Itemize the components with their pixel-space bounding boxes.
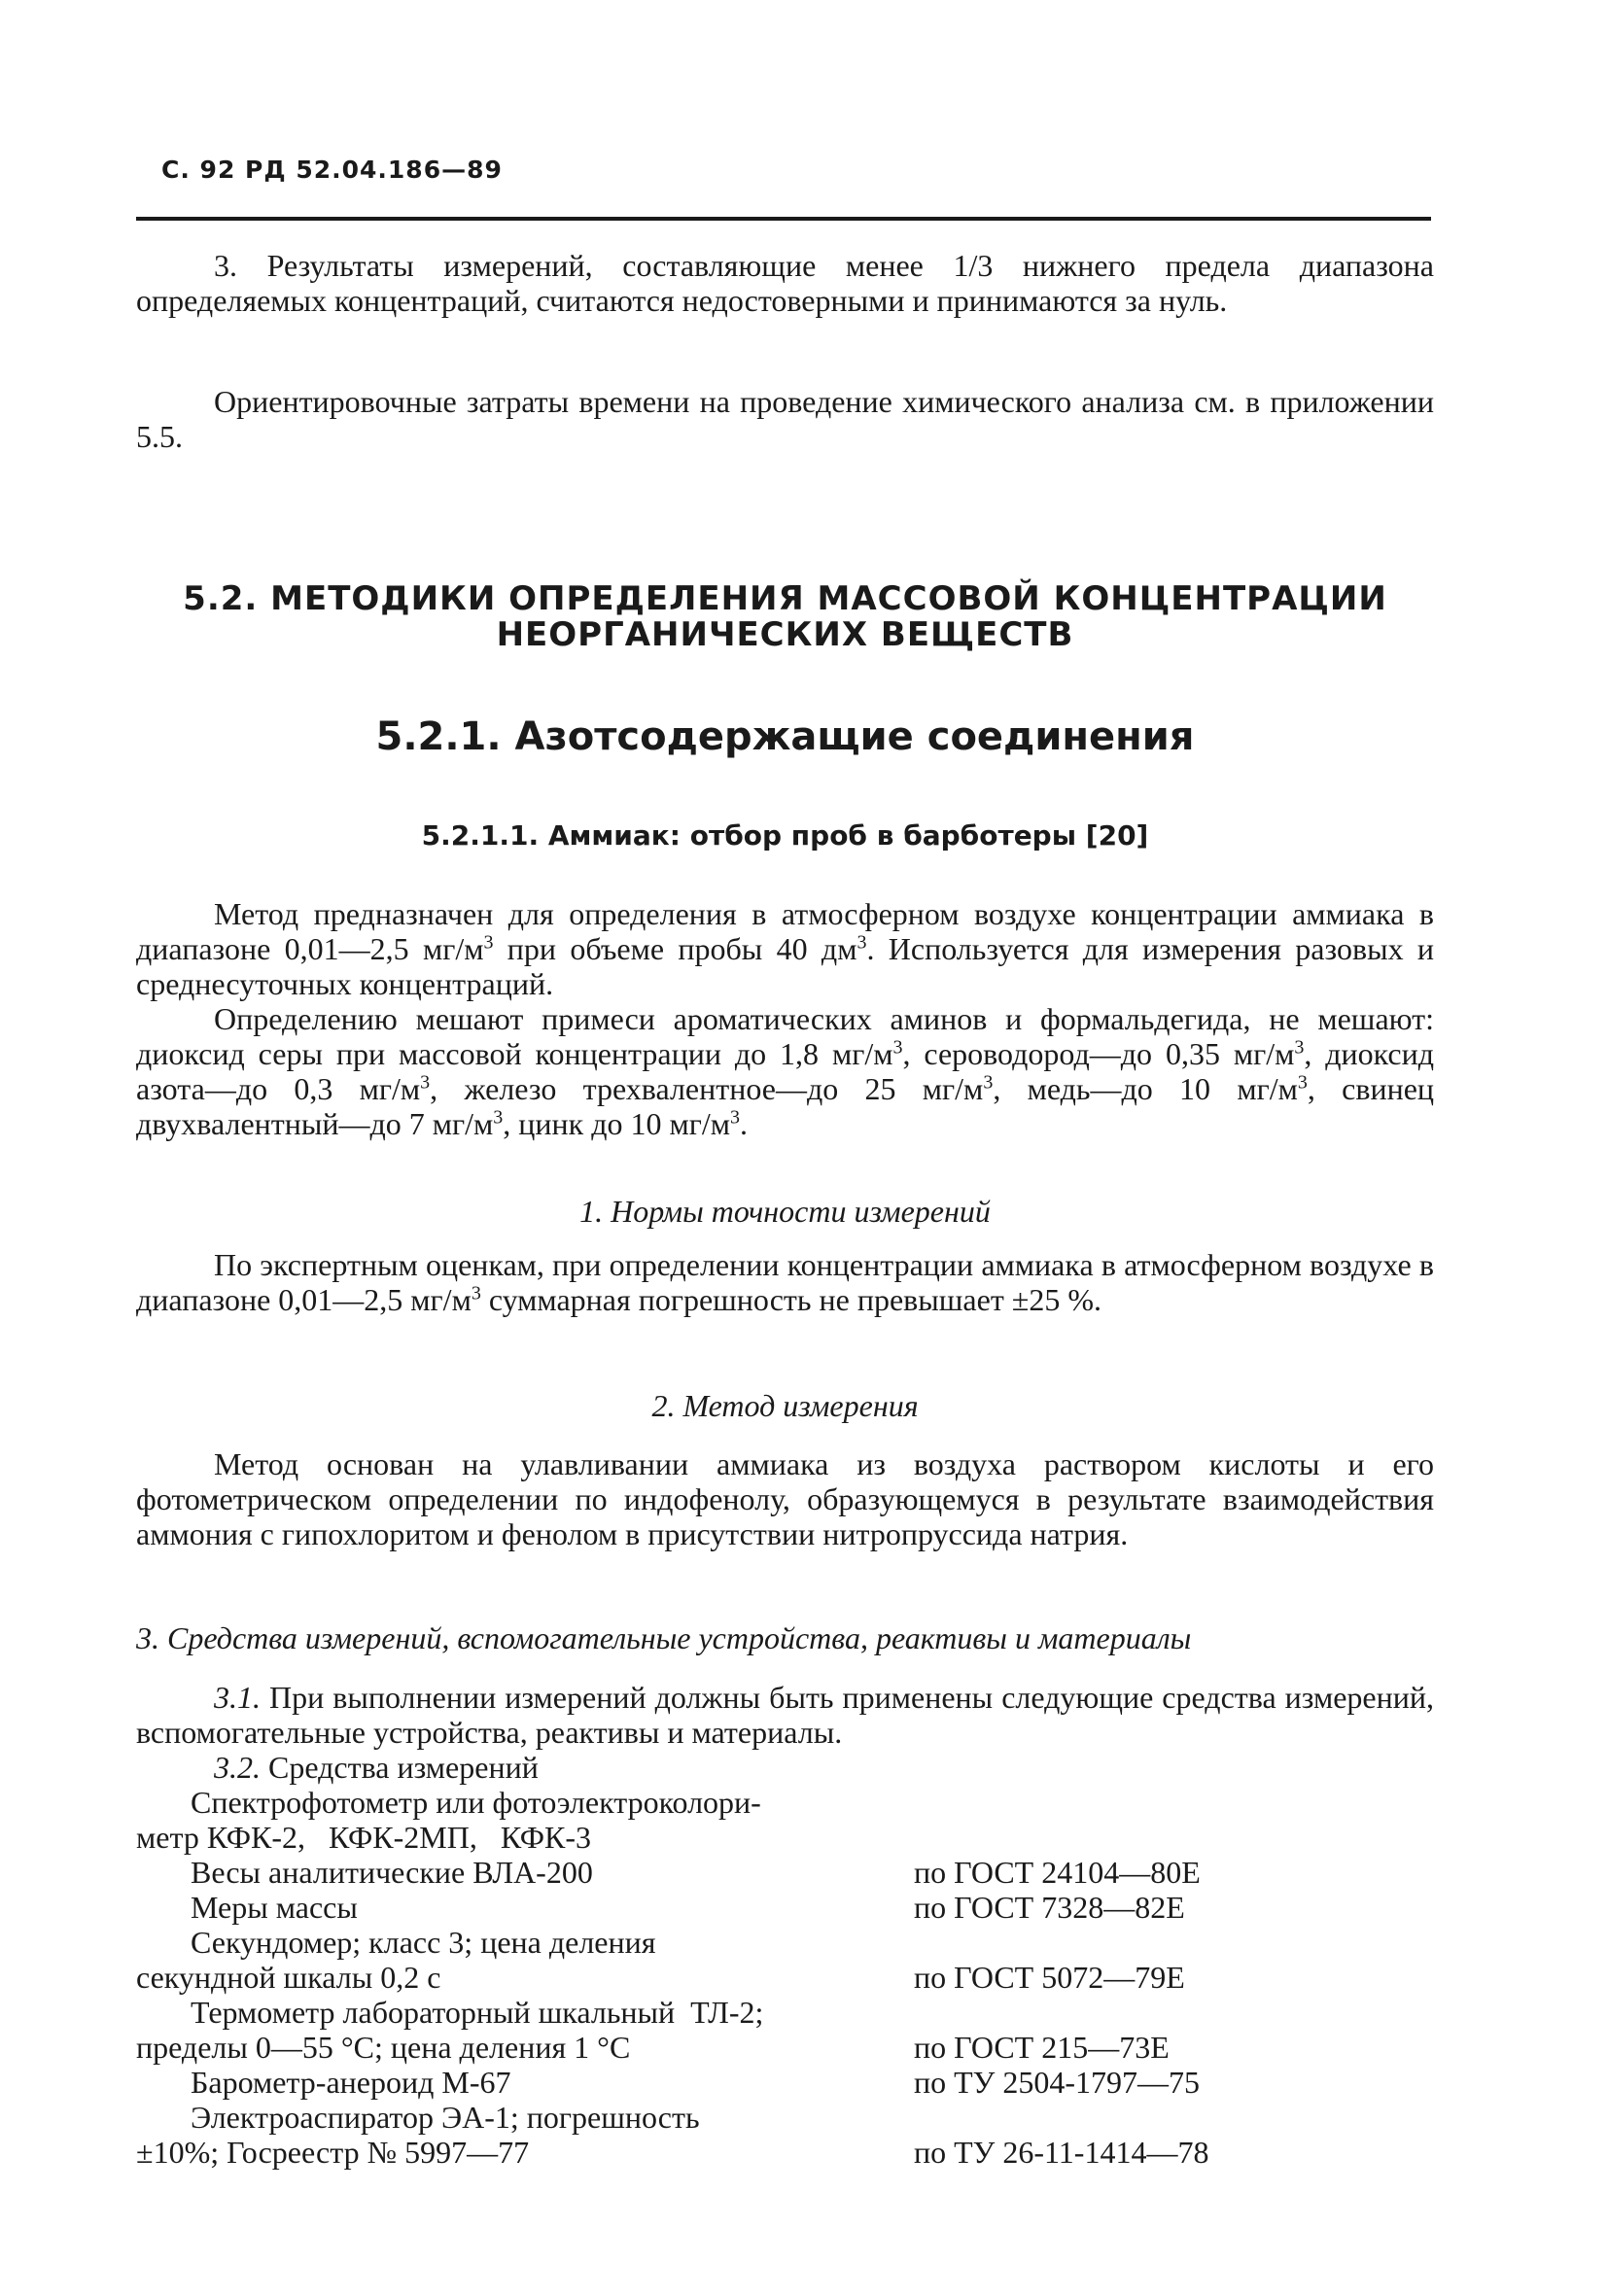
tools-paragraph-3-1: 3.1. При выполнении измерений должны быть применены следующие средства измерений, вспомогательные устройства, реактивы и материалы. bbox=[136, 1680, 1434, 1750]
time-note: Ориентировочные затраты времени на проведение химического анализа см. в приложении 5.5. bbox=[136, 384, 1434, 454]
tools-heading: 3. Средства измерений, вспомогательные устройства, реактивы и материалы bbox=[136, 1620, 1192, 1655]
equipment-row bbox=[136, 1995, 1434, 2030]
running-head: С. 92 РД 52.04.186—89 bbox=[161, 156, 503, 184]
equipment-standard: по ТУ 26-11-1414—78 bbox=[914, 2135, 1209, 2170]
norms-heading: 1. Нормы точности измерений bbox=[579, 1194, 991, 1229]
equipment-standard: по ГОСТ 215—73Е bbox=[914, 2030, 1170, 2065]
equipment-standard: по ГОСТ 7328—82Е bbox=[914, 1890, 1185, 1925]
equipment-standard: по ТУ 2504-1797—75 bbox=[914, 2065, 1200, 2100]
equipment-name: Меры массы bbox=[136, 1890, 358, 1925]
equipment-standard: по ГОСТ 24104—80Е bbox=[914, 1855, 1201, 1890]
section-title-line2: НЕОРГАНИЧЕСКИХ ВЕЩЕСТВ bbox=[496, 615, 1074, 654]
equipment-name: Секундомер; класс 3; цена деления bbox=[136, 1925, 656, 1960]
equipment-name: Барометр-анероид М-67 bbox=[136, 2065, 511, 2100]
equipment-row bbox=[136, 1855, 1434, 1890]
section-title-line1: 5.2. МЕТОДИКИ ОПРЕДЕЛЕНИЯ МАССОВОЙ КОНЦЕНТРАЦИИ bbox=[183, 579, 1387, 618]
equipment-row bbox=[136, 2030, 1434, 2065]
tools-paragraph-3-2: 3.2. Средства измерений bbox=[214, 1750, 539, 1785]
header-rule bbox=[136, 217, 1431, 221]
note-3: 3. Результаты измерений, составляющие менее 1/3 нижнего предела диапазона определяемых концентраций, считаются недостоверными и принимаются за нуль. bbox=[136, 248, 1434, 318]
equipment-row bbox=[136, 2065, 1434, 2100]
equipment-row bbox=[136, 1820, 1434, 1855]
equipment-name: Весы аналитические ВЛА-200 bbox=[136, 1855, 593, 1890]
equipment-name: пределы 0—55 °С; цена деления 1 °С bbox=[136, 2030, 631, 2065]
equipment-name: метр КФК-2, КФК-2МП, КФК-3 bbox=[136, 1820, 592, 1855]
method-paragraph-1: Метод предназначен для определения в атмосферном воздухе концентрации аммиака в диапазоне 0,01—2,5 $мг/м^3$ при объеме пробы 40 $дм^3$. Используется для измерения разовых и среднесуточных концентраций. bbox=[136, 896, 1435, 1001]
equipment-row bbox=[136, 2135, 1434, 2170]
equipment-row bbox=[136, 2100, 1434, 2135]
subsection-title: 5.2.1. Азотсодержащие соединения bbox=[375, 714, 1195, 759]
equipment-row bbox=[136, 1890, 1434, 1925]
equipment-name: Термометр лабораторный шкальный ТЛ-2; bbox=[136, 1995, 764, 2030]
equipment-name: Спектрофотометр или фотоэлектроколори- bbox=[136, 1785, 761, 1820]
subsubsection-title: 5.2.1.1. Аммиак: отбор проб в барботеры [20] bbox=[421, 819, 1149, 852]
measure-heading: 2. Метод измерения bbox=[651, 1388, 919, 1423]
equipment-name: Электроаспиратор ЭА-1; погрешность bbox=[136, 2100, 700, 2135]
equipment-row bbox=[136, 1925, 1434, 1960]
equipment-name: секундной шкалы 0,2 с bbox=[136, 1960, 441, 1995]
method-paragraph-2: Определению мешают примеси ароматических аминов и формальдегида, не мешают: диоксид серы при массовой концентрации до 1,8 $мг/м^3$, сероводород—до 0,35 $мг/м^3$, диоксид азота—до 0,3 $мг/м^3$, железо трехвалентное—до 25 $мг/м^3$, медь—до 10 $мг/м^3$, свинец двухвалентный—до 7 $мг/м^3$, цинк до 10 $мг/м^3$. bbox=[136, 1001, 1435, 1141]
equipment-standard: по ГОСТ 5072—79Е bbox=[914, 1960, 1185, 1995]
measure-paragraph: Метод основан на улавливании аммиака из воздуха раствором кислоты и его фотометрическом определении по индофенолу, образующемуся в результате взаимодействия аммония с гипохлоритом и фенолом в присутствии нитропруссида натрия. bbox=[136, 1446, 1434, 1551]
equipment-row bbox=[136, 1960, 1434, 1995]
equipment-list bbox=[136, 1785, 1434, 2170]
equipment-name: ±10%; Госреестр № 5997—77 bbox=[136, 2135, 530, 2170]
norms-paragraph: По экспертным оценкам, при определении концентрации аммиака в атмосферном воздухе в диапазоне 0,01—2,5 $мг/м^3$ суммарная погрешность не превышает ±25 %. bbox=[136, 1247, 1434, 1317]
equipment-row bbox=[136, 1785, 1434, 1820]
